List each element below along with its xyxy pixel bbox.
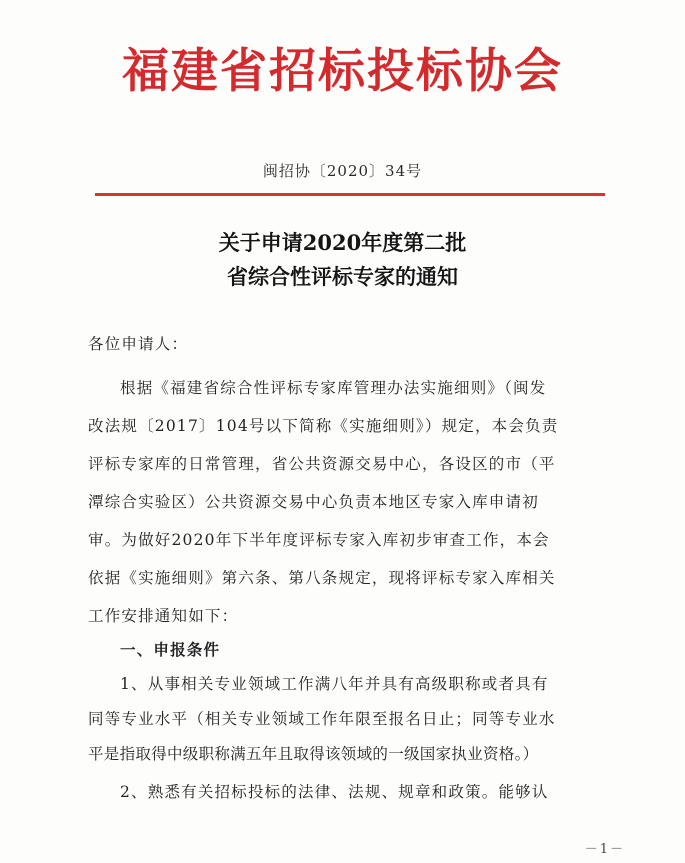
body-line: 评标专家库的日常管理，省公共资源交易中心，各设区的市（平 [88,455,556,473]
body-line: 根据《福建省综合性评标专家库管理办法实施细则》（闽发 [120,379,547,397]
document-number: 闽招协〔2020〕34号 [262,162,423,180]
body-line: 依据《实施细则》第六条、第八条规定，现将评标专家入库相关 [88,569,556,587]
notice-title [0,226,685,294]
body-line: 2、熟悉有关招标投标的法律、法规、规章和政策。能够认 [120,783,549,801]
body-line: 平是指取得中级职称满五年且取得该领域的一级国家执业资格。） [88,745,539,763]
body-line: 改法规〔2017〕104号以下简称《实施细则》）规定，本会负责 [88,417,559,435]
body-line: 1、从事相关专业领域工作满八年并具有高级职称或者具有 [120,675,549,693]
notice-title-line-2: 省综合性评标专家的通知 [227,264,458,289]
body-line: 同等专业水平（相关专业领域工作年限至报名日止；同等专业水 [88,710,556,728]
body-line: 潭综合实验区）公共资源交易中心负责本地区专家入库申请初 [88,493,539,511]
notice-title-line-1: 关于申请2020年度第二批 [218,230,467,255]
salutation: 各位申请人： [88,335,189,353]
body-line: 审。为做好2020年下半年度评标专家入库初步审查工作，本会 [88,531,550,549]
body-line: 工作安排通知如下： [88,607,239,625]
page-number: －1－ [584,842,625,857]
red-divider-line [95,193,605,196]
section-heading-requirements: 一、申报条件 [120,640,221,659]
org-header-title: 福建省招标投标协会 [122,44,563,99]
